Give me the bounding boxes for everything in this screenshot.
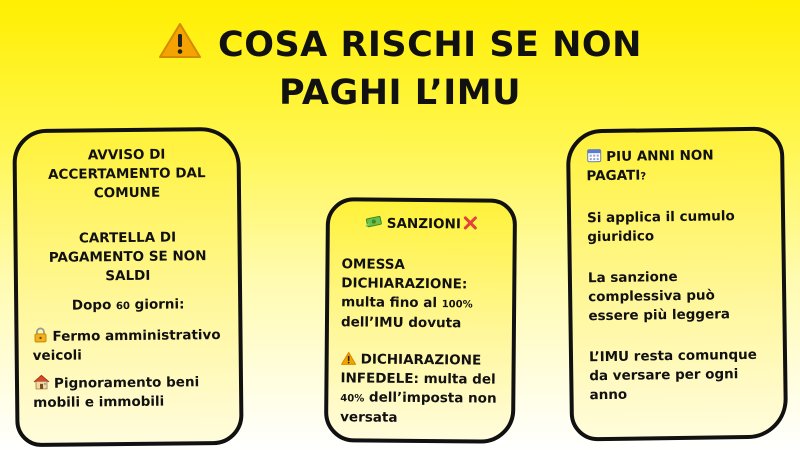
card-right-heading: [586, 145, 765, 187]
cross-icon: [463, 215, 478, 230]
piu-anni-label: PIU ANNI NON PAGATI: [586, 147, 714, 185]
card-sanzioni: [324, 197, 517, 444]
money-icon: [365, 214, 383, 230]
card-piu-anni: [566, 126, 788, 441]
infedele-text-a: : multa del: [413, 370, 496, 388]
card-center-heading: [342, 213, 501, 234]
deadline-prefix: Dopo: [71, 297, 117, 314]
card-left-subheading: CARTELLA DI PAGAMENTO SE NON SALDI: [48, 229, 207, 285]
deadline-days: 60: [115, 300, 130, 313]
infedele-text-b: dell’imposta non versata: [340, 389, 497, 426]
list-item-pignoramento-text: Pignoramento beni mobili e immobili: [33, 374, 200, 411]
title-text-1: COSA RISCHI SE NON: [218, 25, 642, 65]
card-accertamento: [12, 127, 243, 447]
infedele-percent: 40%: [340, 393, 365, 405]
sanzioni-label: SANZIONI: [386, 215, 461, 233]
lock-icon: [32, 327, 48, 343]
card-left-heading: AVVISO DI ACCERTAMENTO DAL COMUNE: [47, 146, 206, 202]
piu-anni-question: ?: [640, 171, 647, 183]
sanzione-text: La sanzione complessiva può essere più leggera: [587, 268, 731, 325]
list-item-pignoramento: [33, 372, 225, 413]
list-item-fermo: [32, 325, 224, 366]
deadline-suffix: giorni:: [129, 296, 185, 313]
omessa-label: OMESSA DICHIARAZIONE: [341, 256, 462, 293]
omessa-dichiarazione: [341, 255, 501, 333]
omessa-text-b: dell’IMU dovuta: [340, 314, 462, 332]
page-title: [0, 22, 800, 115]
deadline-text: [32, 295, 224, 317]
calendar-icon: [586, 147, 602, 163]
dichiarazione-infedele: [340, 350, 500, 428]
omessa-text-a: : multa fino al: [341, 276, 468, 312]
infedele-label: DICHIARAZIONE INFEDELE: [340, 351, 482, 387]
house-icon: [33, 374, 50, 390]
title-line-1: [0, 22, 800, 71]
title-line-2: PAGHI L’IMU: [278, 73, 522, 113]
imu-resta-text: L’IMU resta comunque da versare per ogni anno: [588, 346, 757, 404]
list-item-fermo-text: Fermo amministrativo veicoli: [32, 327, 221, 365]
cumulo-text: Si applica il cumulo giuridico: [586, 208, 735, 246]
omessa-percent: 100%: [441, 299, 473, 311]
warning-icon: [158, 22, 202, 71]
warning-icon: [341, 351, 357, 365]
